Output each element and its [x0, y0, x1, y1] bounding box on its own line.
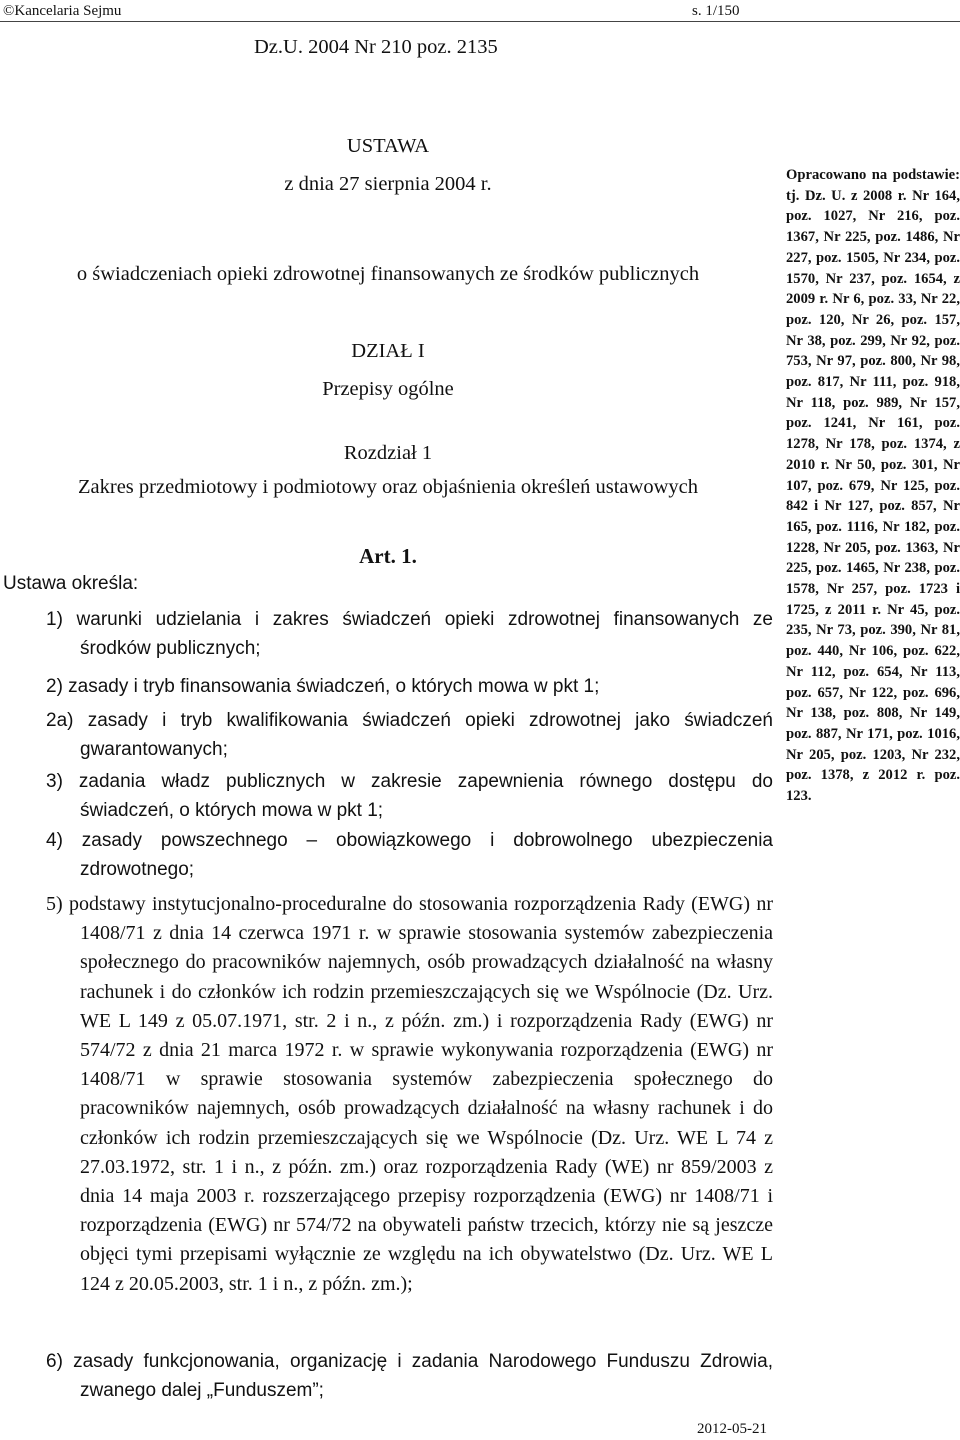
- list-item: [46, 605, 773, 663]
- list-item-text: 2a) zasady i tryb kwalifikowania świadczeń opieki zdrowotnej jako świadczeń gwarantowanych;: [46, 710, 773, 761]
- division-title: Przepisy ogólne: [322, 378, 454, 400]
- list-item-text: 2) zasady i tryb finansowania świadczeń, o których mowa w pkt 1;: [46, 676, 600, 697]
- list-item-text: 1) warunki udzielania i zakres świadczeń opieki zdrowotnej finansowanych ze środków publicznych;: [46, 609, 773, 660]
- chapter-title: Zakres przedmiotowy i podmiotowy oraz objaśnienia określeń ustawowych: [78, 476, 698, 498]
- act-type: USTAWA: [346, 135, 430, 157]
- list-item: [46, 767, 773, 825]
- article-heading: Art. 1.: [359, 544, 417, 568]
- list-item: [46, 706, 773, 764]
- header-page-number: s. 1/150: [692, 3, 740, 19]
- list-item: [46, 1347, 773, 1405]
- amendments-sidebar-note: Opracowano na podstawie: tj. Dz. U. z 2008 r. Nr 164, poz. 1027, Nr 216, poz. 1367, Nr 225, poz. 1486, Nr 227, poz. 1505, Nr 234, poz. 1570, Nr 237, poz. 1654, z 2009 r. Nr 6, poz. 33, Nr 22, poz. 120, Nr 26, poz. 157, Nr 38, poz. 299, Nr 92, poz. 753, Nr 97, poz. 800, Nr 98, poz. 817, Nr 111, poz. 918, Nr 118, poz. 989, Nr 157, poz. 1241, Nr 161, poz. 1278, Nr 178, poz. 1374, z 2010 r. Nr 50, poz. 301, Nr 107, poz. 679, Nr 125, poz. 842 i Nr 127, poz. 857, Nr 165, poz. 1116, Nr 182, poz. 1228, Nr 205, poz. 1363, Nr 225, poz. 1465, Nr 238, poz. 1578, Nr 257, poz. 1723 i 1725, z 2011 r. Nr 45, poz. 235, Nr 73, poz. 390, Nr 81, poz. 440, Nr 106, poz. 622, Nr 112, poz. 654, Nr 113, poz. 657, Nr 122, poz. 696, Nr 138, poz. 808, Nr 149, poz. 887, Nr 171, poz. 1016, Nr 205, poz. 1203, Nr 232, poz. 1378, z 2012 r. poz. 123.: [786, 167, 960, 805]
- chapter-heading: Rozdział 1: [343, 442, 433, 464]
- header-publisher: ©Kancelaria Sejmu: [3, 3, 122, 19]
- list-item: [46, 826, 773, 884]
- footer-date: 2012-05-21: [697, 1421, 767, 1437]
- list-item-text: 4) zasady powszechnego – obowiązkowego i dobrowolnego ubezpieczenia zdrowotnego;: [46, 830, 773, 881]
- article-intro: Ustawa określa:: [3, 573, 139, 594]
- act-date: z dnia 27 sierpnia 2004 r.: [284, 173, 492, 195]
- list-item: [46, 672, 773, 701]
- act-title: o świadczeniach opieki zdrowotnej finansowanych ze środków publicznych: [76, 263, 700, 285]
- dz-u-reference: Dz.U. 2004 Nr 210 poz. 2135: [254, 36, 498, 58]
- header-rule: [0, 21, 960, 22]
- list-item-text: 3) zadania władz publicznych w zakresie zapewnienia równego dostępu do świadczeń, o których mowa w pkt 1;: [46, 771, 773, 822]
- list-item-text: 5) podstawy instytucjonalno-proceduralne do stosowania rozporządzenia Rady (EWG) nr 1408/71 z dnia 14 czerwca 1971 r. w sprawie stosowania systemów zabezpieczenia społecznego do pracowników najemnych, osób prowadzących działalność na własny rachunek i do członków ich rodzin przemieszczających się we Wspólnocie (Dz. Urz. WE L 149 z 05.07.1971, str. 2 i n., z późn. zm.) i rozporządzenia Rady (EWG) nr 574/72 z dnia 21 marca 1972 r. w sprawie wykonywania rozporządzenia (EWG) nr 1408/71 w sprawie stosowania systemów zabezpieczenia społecznego do pracowników najemnych, osób prowadzących działalność na własny rachunek i do członków ich rodzin przemieszczających się we Wspólnocie (Dz. Urz. WE L 74 z 27.03.1972, str. 1 i n., z późn. zm.) oraz rozporządzenia Rady (WE) nr 859/2003 z dnia 14 maja 2003 r. rozszerzającego przepisy rozporządzenia (EWG) nr 1408/71 i rozporządzenia (EWG) nr 574/72 na obywateli państw trzecich, którzy nie są jeszcze objęci tymi przepisami wyłącznie ze względu na ich obywatelstwo (Dz. Urz. WE L 124 z 20.05.2003, str. 1 i n., z późn. zm.);: [46, 893, 773, 1295]
- division-heading: DZIAŁ I: [351, 340, 425, 362]
- list-item: [46, 890, 773, 1299]
- list-item-text: 6) zasady funkcjonowania, organizację i zadania Narodowego Funduszu Zdrowia, zwanego dalej „Funduszem”;: [46, 1351, 773, 1402]
